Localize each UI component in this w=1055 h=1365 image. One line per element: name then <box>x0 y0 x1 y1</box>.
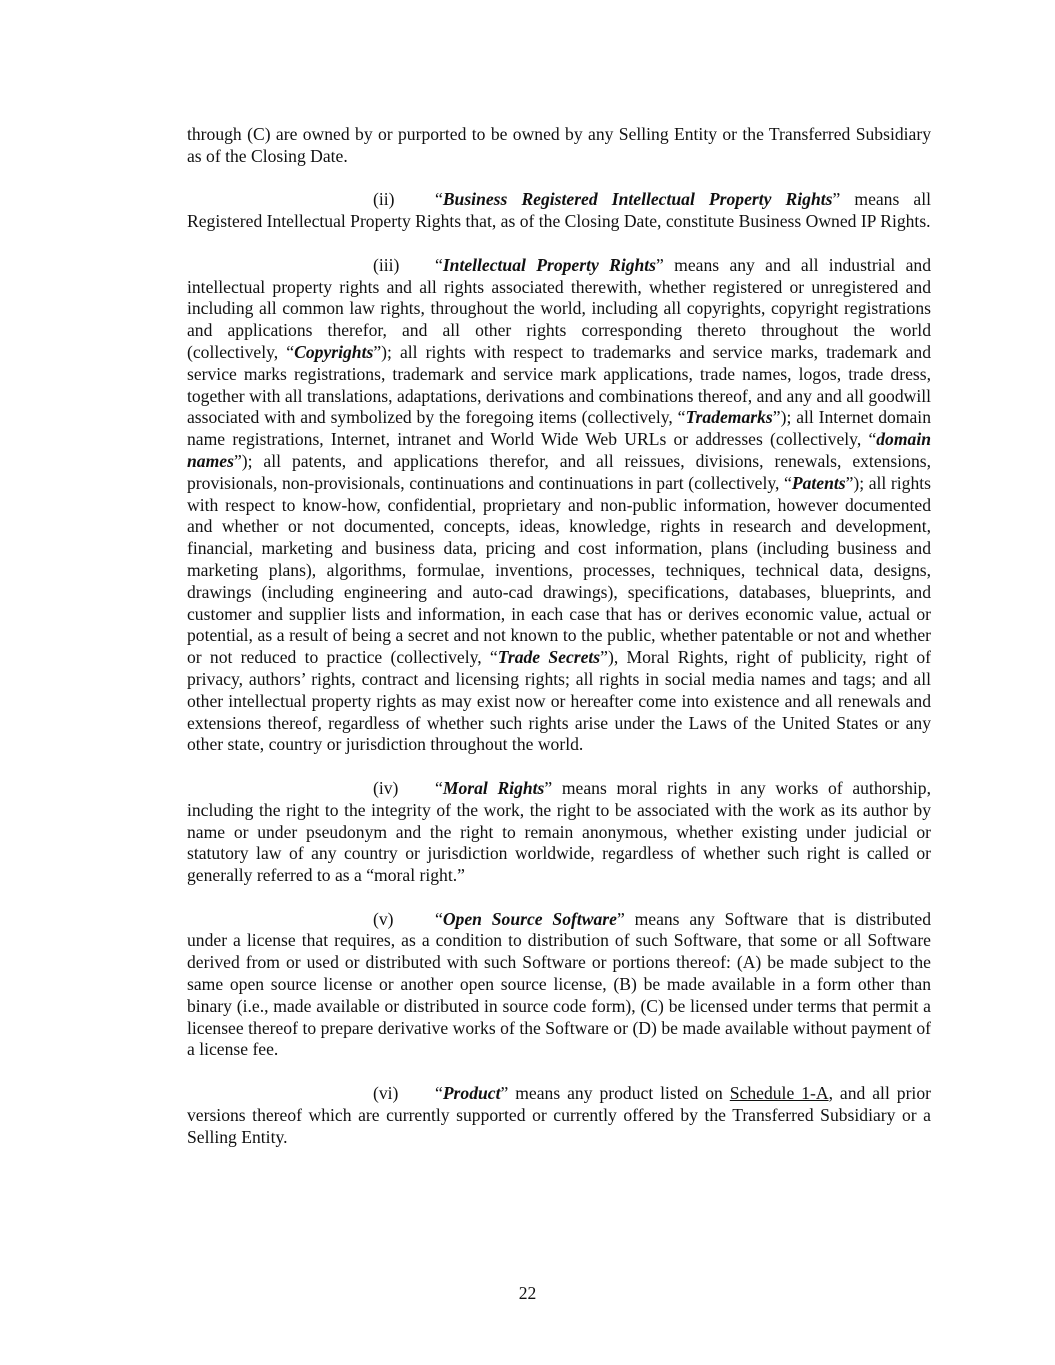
definition-number: (ii) <box>373 189 395 210</box>
definition-text: ” means all Registered Intellectual Property Rights that, as of the Closing Date, constitute Business Owned IP Rights. <box>187 189 931 232</box>
defined-term: Business Registered Intellectual Property Rights <box>442 189 833 210</box>
defined-term: Moral Rights <box>442 777 545 798</box>
document-page <box>187 124 931 1170</box>
definition-text: ”); all rights with respect to trademarks and service marks, trademark and service marks registrations, trademark and service mark applications, trade names, logos, trade dress, together with all translations, adaptations, derivations and combinations thereof, and any and all goodwill associated with and symbolized by the foregoing items (collectively, “ <box>187 341 932 428</box>
intro-text: through (C) are owned by or purported to be owned by any Selling Entity or the Transferred Subsidiary as of the Closing Date. <box>187 124 931 166</box>
defined-term: Open Source Software <box>442 908 617 929</box>
page-number: 22 <box>518 1283 537 1303</box>
definition-paragraph <box>187 1083 931 1148</box>
definition-paragraph <box>187 255 931 756</box>
schedule-reference: Schedule 1-A <box>729 1083 829 1104</box>
definition-number: (iii) <box>373 254 400 275</box>
defined-term: Trademarks <box>685 407 773 428</box>
definition-text: ”); all Internet domain name registrations, Internet, intranet and World Wide Web URLs or addresses (collectively, “ <box>187 407 931 450</box>
definition-paragraph <box>187 189 931 233</box>
definition-number: (iv) <box>373 777 399 798</box>
definition-text: ”); all patents, and applications therefor, and all reissues, divisions, renewals, extensions, provisionals, non-provisionals, continuations and continuations in part (collectively, “ <box>187 450 931 493</box>
defined-term: Intellectual Property Rights <box>442 254 657 275</box>
defined-term: domain names <box>187 429 931 471</box>
definition-text: “ <box>435 908 443 929</box>
definition-text: ”); all rights with respect to know-how, confidential, proprietary and non-public information, however documented and whether or not documented, concepts, ideas, knowledge, rights in research and development, financial, marketing and business data, pricing and cost information, plans (including business and marketing plans), algorithms, formulae, inventions, processes, techniques, technical data, designs, drawings (including engineering and auto-cad drawings), specifications, databases, blueprints, and customer and supplier lists and information, in each case that has or derives economic value, actual or potential, as a result of being a secret and not known to the public, whether patentable or not and whether or not reduced to practice (collectively, “ <box>187 472 931 668</box>
definition-number: (v) <box>373 908 394 929</box>
definition-number: (vi) <box>373 1083 399 1104</box>
defined-term: Product <box>442 1083 501 1104</box>
definition-text: “ <box>435 1083 443 1104</box>
definition-text: ” means any Software that is distributed under a license that requires, as a condition to distribution of such Software, that some or all Software derived from or used or distributed with such Software or portions thereof: (A) be made subject to the same open source license or another open source license, (B) be made available in a form other than binary (i.e., made available or distributed in source code form), (C) be licensed under terms that permit a licensee thereof to prepare derivative works of the Software or (D) be made available without payment of a license fee. <box>187 908 931 1060</box>
intro-paragraph <box>187 124 931 168</box>
defined-term: Patents <box>791 472 846 493</box>
definition-text: , and all prior versions thereof which are currently supported or currently offered by the Transferred Subsidiary or a Selling Entity. <box>187 1083 931 1147</box>
definition-text: ” means moral rights in any works of authorship, including the right to the integrity of the work, the right to be associated with the work as its author by name or under pseudonym and the right to remain anonymous, whether existing under judicial or statutory law of any country or jurisdiction worldwide, regardless of whether such right is called or generally referred to as a “moral right.” <box>187 777 931 886</box>
definition-paragraph <box>187 909 931 1062</box>
definition-paragraph <box>187 778 931 887</box>
defined-term: Copyrights <box>294 341 374 362</box>
defined-term: Trade Secrets <box>497 647 601 668</box>
definition-text: ”), Moral Rights, right of publicity, right of privacy, authors’ rights, contract and licensing rights; all rights in social media names and tags; and all other intellectual property rights as may exist now or hereafter come into existence and all renewals and extensions thereof, regardless of whether such rights arise under the Laws of the United States or any other state, country or jurisdiction throughout the world. <box>187 647 931 755</box>
definitions-list <box>187 189 931 1148</box>
definition-text: “ <box>435 777 443 798</box>
definition-text: “ <box>435 254 443 275</box>
definition-text: ” means any product listed on <box>500 1083 730 1104</box>
definition-text: “ <box>435 189 443 210</box>
definition-text: ” means any and all industrial and intellectual property rights and all rights associated therewith, whether registered or unregistered and including all common law rights, throughout the world, including all copyrights, copyright registrations and applications therefor, and all other rights corresponding thereto throughout the world (collectively, “ <box>187 254 931 362</box>
